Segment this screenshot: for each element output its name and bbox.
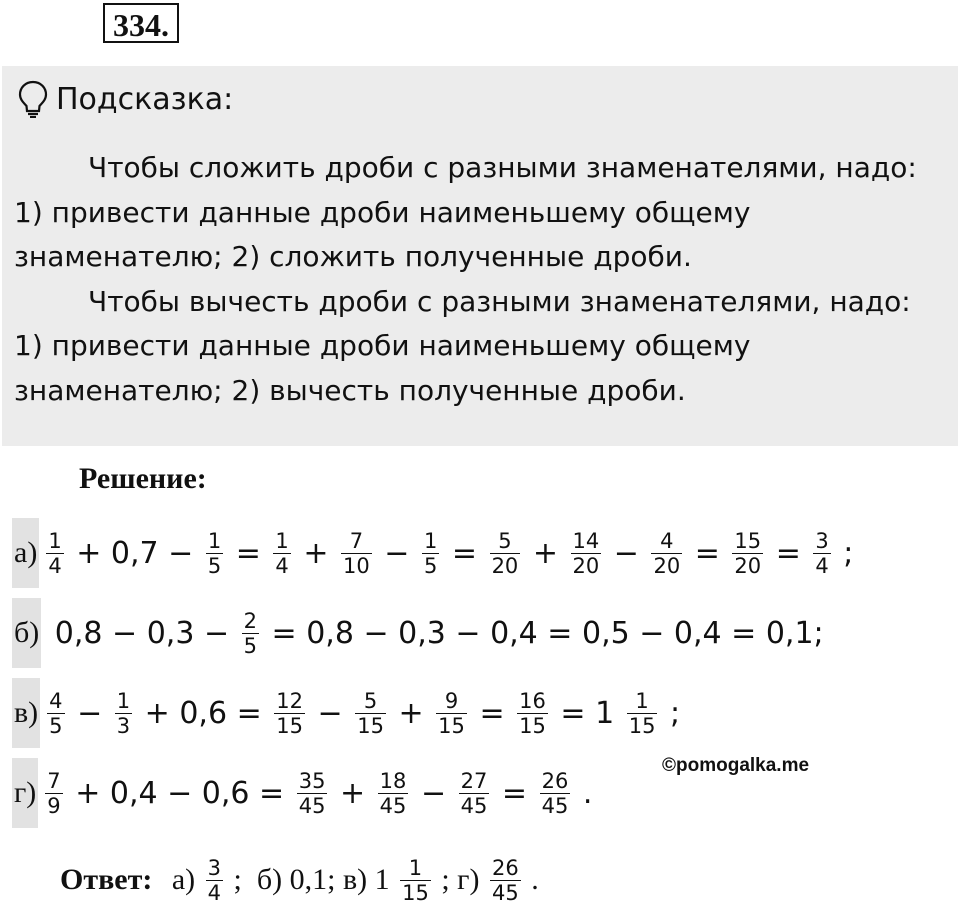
fraction: [355, 689, 386, 738]
fraction-denominator: 15: [276, 713, 303, 738]
fraction: [571, 529, 602, 578]
fraction: [115, 689, 132, 738]
fraction-numerator: 26: [541, 768, 569, 793]
fraction-denominator: 4: [815, 553, 829, 578]
expression-text: +: [523, 535, 568, 571]
fraction: [297, 769, 328, 818]
fraction-numerator: 1: [275, 528, 289, 553]
fraction-denominator: 20: [653, 553, 681, 578]
expression-text: .: [523, 863, 547, 896]
expression-text: + 0,4 − 0,6 =: [65, 775, 294, 811]
expression-text: −: [411, 775, 456, 811]
answer-label: Ответ:: [60, 863, 153, 896]
expression-text: +: [388, 695, 434, 731]
watermark: ©pomogalka.me: [662, 755, 810, 776]
hint-title: Подсказка:: [56, 81, 234, 117]
fraction: [400, 856, 431, 905]
hint-line: Чтобы вычесть дроби с разными знаменателями, надо:: [88, 284, 911, 318]
expression-text: +: [330, 775, 375, 811]
fraction: [517, 689, 548, 738]
expression-text: а): [164, 863, 203, 896]
fraction: [273, 529, 290, 578]
fraction-denominator: 45: [491, 880, 519, 905]
fraction-denominator: 4: [207, 880, 222, 905]
fraction: [651, 529, 682, 578]
fraction-numerator: 9: [444, 688, 459, 713]
hint-line: знаменателю; 2) сложить полученные дроби.: [14, 240, 692, 273]
solution-label: б): [12, 598, 41, 668]
expression-text: .: [573, 775, 602, 811]
fraction-denominator: 5: [423, 553, 438, 578]
expression-text: = 1: [550, 695, 624, 731]
fraction-numerator: 4: [660, 528, 674, 553]
fraction: [436, 689, 467, 738]
fraction-numerator: 1: [207, 528, 222, 553]
fraction-denominator: 5: [49, 713, 63, 738]
problem-number: 334.: [103, 3, 179, 43]
fraction-numerator: 3: [207, 855, 222, 880]
fraction-denominator: 45: [298, 793, 326, 818]
expression-text: =: [226, 535, 271, 571]
fraction-denominator: 20: [734, 553, 762, 578]
fraction-denominator: 4: [275, 553, 289, 578]
expression-text: =: [469, 695, 515, 731]
hint-box: [2, 66, 958, 446]
hint-header: [18, 80, 233, 118]
solution-label: г): [12, 758, 38, 828]
solution-expression: [45, 609, 833, 658]
fraction-numerator: 2: [243, 608, 258, 633]
hint-line: Чтобы сложить дроби с разными знаменателями, надо:: [88, 151, 917, 184]
fraction-denominator: 20: [572, 553, 600, 578]
fraction-denominator: 15: [402, 880, 429, 905]
expression-text: =: [685, 535, 730, 571]
fraction-denominator: 45: [460, 793, 488, 818]
fraction-denominator: 9: [47, 793, 61, 818]
fraction-denominator: 45: [541, 793, 569, 818]
fraction-denominator: 15: [438, 713, 465, 738]
fraction: [341, 529, 372, 578]
fraction: [378, 769, 409, 818]
expression-text: 0,8 − 0,3 −: [45, 615, 239, 651]
fraction: [242, 609, 259, 658]
fraction: [540, 769, 571, 818]
fraction: [206, 856, 223, 905]
fraction-numerator: 14: [572, 528, 600, 553]
expression-text: ; б) 0,1; в) 1: [226, 863, 398, 896]
expression-text: =: [492, 775, 537, 811]
fraction-denominator: 4: [48, 553, 62, 578]
fraction-denominator: 15: [628, 713, 656, 738]
expression-text: ; г): [433, 863, 487, 896]
fraction-numerator: 1: [408, 855, 423, 880]
solution-expression: [43, 529, 863, 578]
expression-text: + 0,7 −: [66, 535, 203, 571]
fraction-numerator: 16: [519, 688, 546, 713]
fraction: [490, 529, 521, 578]
solution-row-v: [12, 678, 690, 748]
expression-text: + 0,6 =: [135, 695, 272, 731]
fraction-numerator: 3: [815, 528, 829, 553]
expression-text: −: [604, 535, 649, 571]
fraction-denominator: 45: [379, 793, 407, 818]
fraction-numerator: 27: [460, 768, 488, 793]
solution-row-a: [12, 518, 863, 588]
fraction-denominator: 10: [343, 553, 370, 578]
fraction-denominator: 5: [207, 553, 222, 578]
fraction: [274, 689, 305, 738]
solution-expression: [44, 689, 689, 738]
fraction-numerator: 1: [423, 528, 438, 553]
solution-expression: [42, 769, 602, 818]
fraction-denominator: 15: [519, 713, 546, 738]
fraction-denominator: 3: [116, 713, 131, 738]
fraction-numerator: 15: [734, 528, 762, 553]
solution-label: в): [12, 678, 40, 748]
hint-line: 1) привести данные дроби наименьшему общему: [14, 195, 751, 229]
hint-line: 1) привести данные дроби наименьшему общему: [14, 329, 751, 362]
fraction-numerator: 1: [48, 528, 62, 553]
expression-text: −: [374, 535, 419, 571]
answer-line: [60, 845, 546, 915]
fraction-numerator: 5: [363, 688, 378, 713]
fraction-numerator: 18: [379, 768, 407, 793]
fraction-numerator: 4: [49, 688, 63, 713]
solution-row-b: [12, 598, 833, 668]
fraction: [459, 769, 490, 818]
expression-text: ;: [660, 695, 690, 731]
fraction: [490, 856, 521, 905]
hint-text: [14, 146, 944, 413]
fraction: [813, 529, 830, 578]
fraction: [206, 529, 223, 578]
fraction-numerator: 26: [491, 855, 519, 880]
lightbulb-icon: [18, 80, 48, 118]
fraction: [732, 529, 763, 578]
fraction: [45, 769, 62, 818]
expression-text: = 0,8 − 0,3 − 0,4 = 0,5 − 0,4 = 0,1;: [262, 615, 834, 651]
expression-text: +: [293, 535, 339, 571]
fraction: [627, 689, 658, 738]
solution-label: а): [12, 518, 39, 588]
expression-text: =: [442, 535, 487, 571]
fraction-numerator: 7: [349, 528, 364, 553]
fraction: [47, 689, 64, 738]
fraction-numerator: 1: [116, 688, 131, 713]
fraction-numerator: 5: [498, 528, 512, 553]
answer-expression: [164, 856, 546, 905]
fraction-denominator: 5: [243, 633, 258, 658]
fraction: [46, 529, 63, 578]
fraction-denominator: 20: [491, 553, 519, 578]
fraction-denominator: 15: [357, 713, 384, 738]
fraction-numerator: 7: [47, 768, 61, 793]
fraction-numerator: 35: [298, 768, 326, 793]
solution-title: Решение:: [79, 462, 207, 495]
expression-text: −: [67, 695, 112, 731]
solution-row-g: [12, 758, 602, 828]
expression-text: =: [766, 535, 811, 571]
hint-line: знаменателю; 2) вычесть полученные дроби.: [14, 373, 686, 407]
fraction-numerator: 12: [276, 688, 303, 713]
expression-text: −: [308, 695, 353, 731]
fraction-numerator: 1: [635, 688, 649, 713]
fraction: [422, 529, 439, 578]
expression-text: ;: [833, 535, 863, 571]
